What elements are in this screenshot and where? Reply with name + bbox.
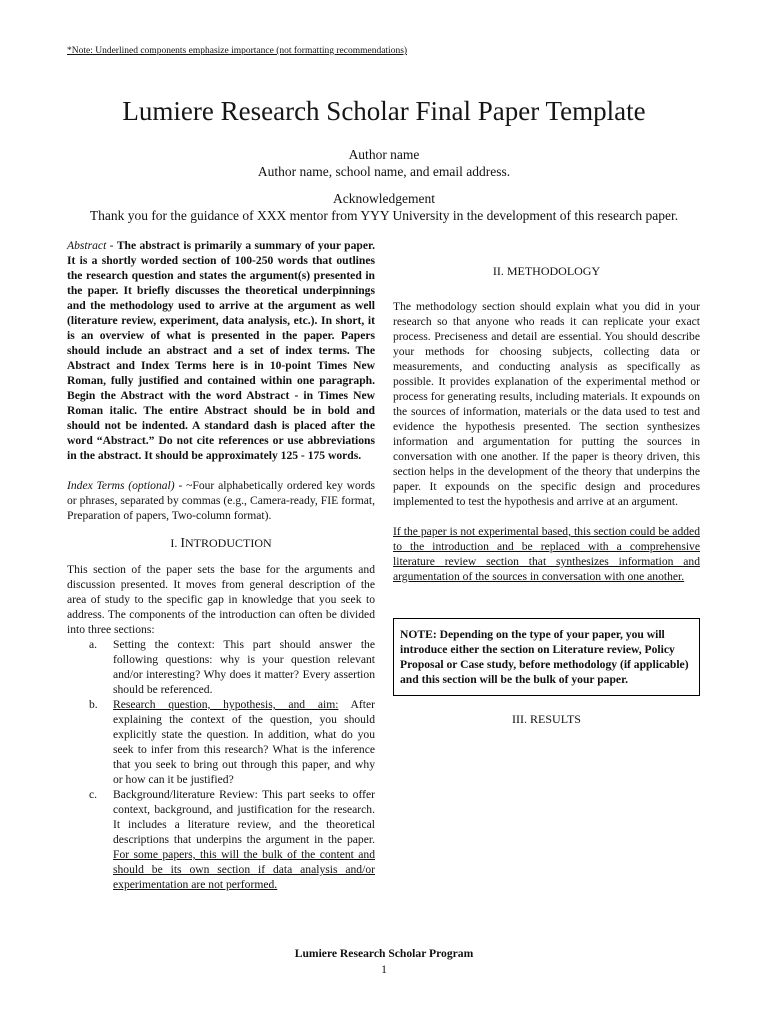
left-column	[67, 238, 375, 892]
introduction-text: This section of the paper sets the base for the arguments and discussion presented. It moves from general description of the area of study to the specific gap in knowledge that you seek to address. The components of the introduction can often be divided into three sections:	[67, 563, 375, 636]
list-marker: a.	[89, 638, 98, 651]
footer-program: Lumiere Research Scholar Program	[294, 947, 474, 960]
abstract-label: Abstract	[67, 239, 107, 252]
index-terms	[67, 478, 375, 523]
introduction-numeral: I.	[170, 536, 181, 550]
acknowledgement-text: Thank you for the guidance of XXX mentor from YYY University in the development of this research paper.	[89, 208, 679, 223]
list-marker: c.	[89, 788, 98, 801]
author-name: Author name	[348, 147, 420, 162]
list-item-text: Background/literature Review: This part seeks to offer context, background, and justification for the research. It includes a literature review, and the theoretical descriptions that underpins the argument in the paper.	[113, 788, 375, 846]
results-heading: III. RESULTS	[512, 712, 581, 726]
abstract-text: The abstract is primarily a summary of your paper. It is a shortly worded section of 100-250 words that outlines the research question and states the argument(s) presented in the paper. It briefly discusses the theoretical underpinnings and the methodology used to arrive at the argument as well (literature review, experiment, data analysis, etc.). In short, it is an overview of what is presented in the paper. Papers should include an abstract and a set of index terms. The Abstract and Index Terms here is in 10-point Times New Roman, fully justified and contained within one paragraph. Begin the Abstract with the word Abstract - in Times New Roman italic. The entire Abstract should be in bold and should not be indented. A standard dash is placed after the word “Abstract.” Do not cite references or use abbreviations in the abstract. It should be approximately 125 - 175 words.	[67, 239, 375, 462]
right-column	[393, 238, 700, 727]
introduction-heading	[67, 536, 375, 551]
note-box: NOTE: Depending on the type of your paper, you will introduce either the section on Literature review, Policy Proposal or Case study, before methodology (if applicable) and this section will be the bulk of your paper.	[393, 618, 700, 696]
introduction-heading-cap: I	[180, 536, 185, 551]
methodology-text: The methodology section should explain what you did in your research so that anyone who reads it can replicate your exact process. Preciseness and detail are essential. You should describe your methods for choosing subjects, collecting data or measurements, and conducting analysis as specifically as possible. It provides explanation of the experimental method or process for generating results, including materials. It expounds on the sources of information, materials or the data used to test and evidence the hypothesis presented. The section synthesizes information and argumentation for putting the sources in conversation with one another. If the paper is theory driven, this section helps in the development of the theory that underpins the paper. It expounds on the specific design and procedures implemented to test the hypothesis and arrive at an argument.	[393, 300, 700, 508]
acknowledgement-heading: Acknowledgement	[333, 191, 435, 206]
introduction-heading-rest: NTRODUCTION	[185, 536, 272, 550]
list-marker: b.	[89, 698, 98, 711]
list-item-text: Setting the context: This part should answer the following questions: why is your question relevant and/or interesting? Why does it matter? Every assertion should be referenced.	[113, 638, 375, 696]
list-item	[89, 787, 375, 892]
methodology-underlined-note: If the paper is not experimental based, this section could be added to the introduction and be replaced with a comprehensive literature review section that synthesizes information and argumentation of the sources in conversation with one another.	[393, 525, 700, 583]
list-item-tail-underlined: For some papers, this will the bulk of the content and should be its own section if data analysis and/or experimentation are not performed.	[113, 848, 375, 891]
list-item	[89, 637, 375, 697]
list-item-underlined: Research question, hypothesis, and aim:	[113, 698, 339, 711]
abstract-dash: -	[106, 239, 117, 252]
page-title: Lumiere Research Scholar Final Paper Template	[122, 96, 646, 126]
author-details: Author name, school name, and email address.	[257, 164, 511, 179]
abstract	[67, 238, 375, 463]
page-number: 1	[381, 963, 387, 976]
list-item	[89, 697, 375, 787]
header-note: *Note: Underlined components emphasize importance (not formatting recommendations)	[67, 46, 408, 56]
list-item-text: After explaining the context of the question, you should explicitly state the question. In addition, what do you seek to infer from this research? What is the inference that you seek to bring out through this paper, and why or how can it be justified?	[113, 698, 375, 786]
index-terms-label: Index Terms (optional)	[67, 479, 175, 492]
introduction-list	[67, 637, 375, 892]
index-terms-text: - ~Four alphabetically ordered key words or phrases, separated by commas (e.g., Camera-ready, FIE format, Preparation of papers, Two-column format).	[67, 479, 376, 522]
methodology-heading: II. METHODOLOGY	[492, 264, 601, 278]
